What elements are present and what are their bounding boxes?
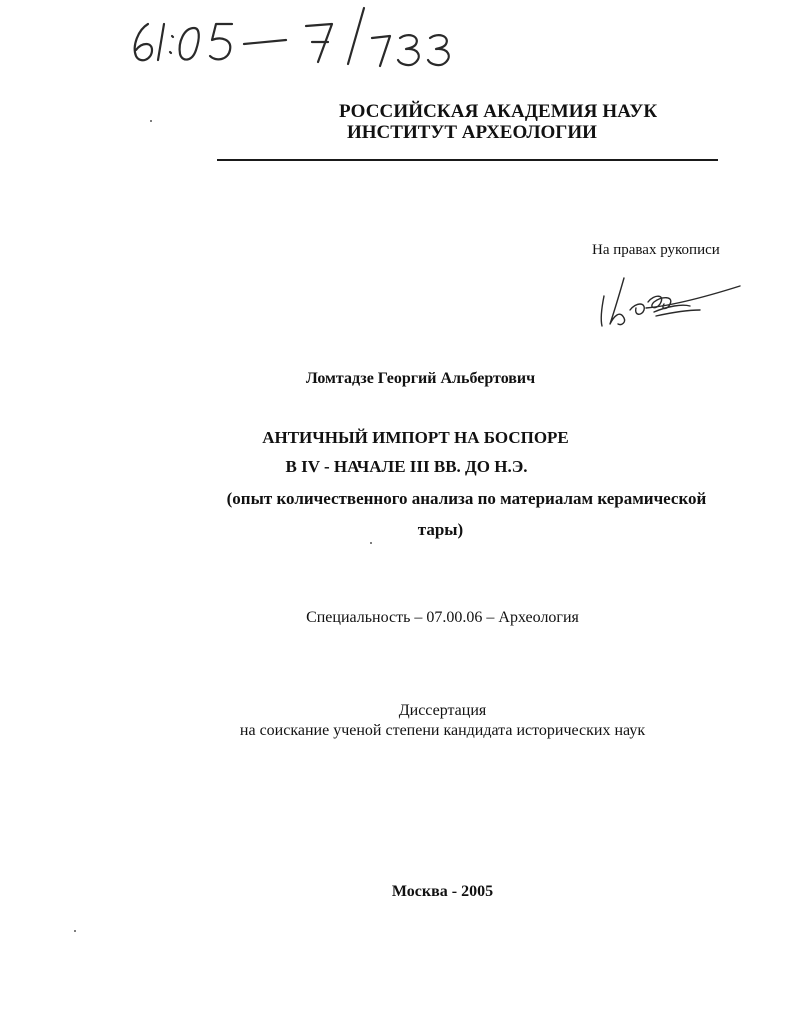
manuscript-notice: На правах рукописи xyxy=(592,242,720,258)
author-name: Ломтадзе Георгий Альбертович xyxy=(305,370,536,387)
dissertation-subtitle-line-2: тары) xyxy=(417,520,464,539)
header-divider xyxy=(217,159,718,161)
dissertation-title-line-2: В IV - НАЧАЛЕ III ВВ. ДО Н.Э. xyxy=(285,457,528,476)
organization-line-2: ИНСТИТУТ АРХЕОЛОГИИ xyxy=(347,122,597,143)
handwritten-archive-code xyxy=(128,2,468,72)
dissertation-label: Диссертация xyxy=(398,702,487,719)
dissertation-title-line-1: АНТИЧНЫЙ ИМПОРТ НА БОСПОРЕ xyxy=(262,428,569,447)
organization-line-1: РОССИЙСКАЯ АКАДЕМИЯ НАУК xyxy=(339,101,658,122)
author-signature xyxy=(590,272,750,334)
dissertation-subtitle-line-1: (опыт количественного анализа по материалам керамической xyxy=(226,489,707,508)
scan-speck xyxy=(370,542,372,544)
scan-speck xyxy=(150,120,152,122)
place-and-year: Москва - 2005 xyxy=(391,883,494,900)
degree-statement: на соискание ученой степени кандидата исторических наук xyxy=(239,722,646,739)
specialty: Специальность – 07.00.06 – Археология xyxy=(306,609,579,626)
scan-speck xyxy=(74,930,76,932)
